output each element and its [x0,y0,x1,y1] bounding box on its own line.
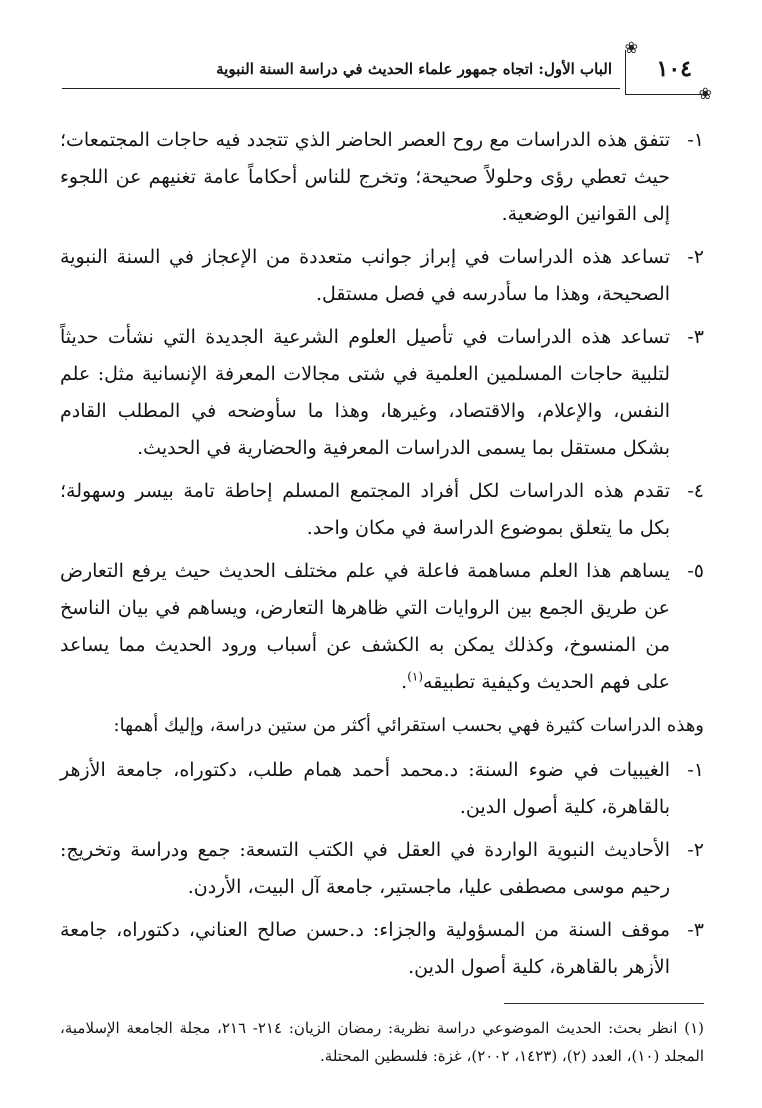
list-item [60,752,704,826]
list-item [60,553,704,701]
chapter-title: الباب الأول: اتجاه جمهور علماء الحديث في دراسة السنة النبوية [216,60,612,78]
item-number: ٣- [687,326,704,348]
footnote-divider [504,1003,704,1004]
header-divider [62,88,620,89]
item-text: تقدم هذه الدراسات لكل أفراد المجتمع المسلم إحاطة تامة بيسر وسهولة؛ بكل ما يتعلق بموضوع الدراسة في مكان واحد. [60,480,670,539]
running-header [62,38,712,103]
list-item [60,912,704,986]
item-number: ١- [687,129,704,151]
list-item [60,319,704,467]
item-text-end: . [401,671,408,693]
item-number: ٣- [687,919,704,941]
page-number: ١٠٤ [656,56,692,82]
ornament-icon: ❀ [698,84,712,103]
item-number: ٢- [687,839,704,861]
item-text: الأحاديث النبوية الواردة في العقل في الكتب التسعة: جمع ودراسة وتخريج: رحيم موسى مصطفى عليا، ماجستير، جامعة آل البيت، الأردن. [60,839,670,898]
item-number: ٤- [687,480,704,502]
list-item [60,239,704,313]
item-text: يساهم هذا العلم مساهمة فاعلة في علم مختلف الحديث حيث يرفع التعارض عن طريق الجمع بين الروايات التي ظاهرها التعارض، ويساهم في بيان الناسخ من المنسوخ، وكذلك يمكن به الكشف عن أسباب ورود الحديث مما يساعد على فهم الحديث وكيفية تطبيقه [60,560,670,693]
item-text: تساعد هذه الدراسات في إبراز جوانب متعددة من الإعجاز في السنة النبوية الصحيحة، وهذا ما سأدرسه في فصل مستقل. [60,246,670,305]
item-text: تساعد هذه الدراسات في تأصيل العلوم الشرعية الجديدة التي نشأت حديثاً لتلبية حاجات المسلمين العلمية في شتى مجالات المعرفة الإنسانية مثل: علم النفس، والإعلام، والاقتصاد، وغيرها، وهذا ما سأوضحه في المطلب القادم بشكل مستقل بما يسمى الدراسات المعرفية والحضارية في الحديث. [60,326,670,459]
intro-paragraph: وهذه الدراسات كثيرة فهي بحسب استقرائي أكثر من ستين دراسة، وإليك أهمها: [113,715,704,736]
item-text: موقف السنة من المسؤولية والجزاء: د.حسن صالح العناني، دكتوراه، جامعة الأزهر بالقاهرة، كلية أصول الدين. [60,919,670,978]
item-text: تتفق هذه الدراسات مع روح العصر الحاضر الذي تتجدد فيه حاجات المجتمعات؛ حيث تعطي رؤى وحلولاً صحيحة؛ وتخرج للناس أحكاماً عامة تغنيهم عن اللجوء إلى القوانين الوضعية. [60,129,670,225]
list-item [60,473,704,547]
ornament-icon: ❀ [624,38,638,57]
item-number: ٢- [687,246,704,268]
item-number: ٥- [687,560,704,582]
main-text [60,122,704,992]
footnote: (١) انظر بحث: الحديث الموضوعي دراسة نظرية: رمضان الزيان: ٢١٤- ٢١٦، مجلة الجامعة الإسلامية، المجلد (١٠)، العدد (٢)، (١٤٢٣، ٢٠٠٢)، غزة: فلسطين المحتلة. [60,1019,704,1065]
item-number: ١- [687,759,704,781]
item-text: الغيبيات في ضوء السنة: د.محمد أحمد همام طلب، دكتوراه، جامعة الأزهر بالقاهرة، كلية أصول الدين. [60,759,670,818]
list-item [60,832,704,906]
footnote-reference[interactable]: (١) [407,669,424,684]
list-item [60,122,704,233]
